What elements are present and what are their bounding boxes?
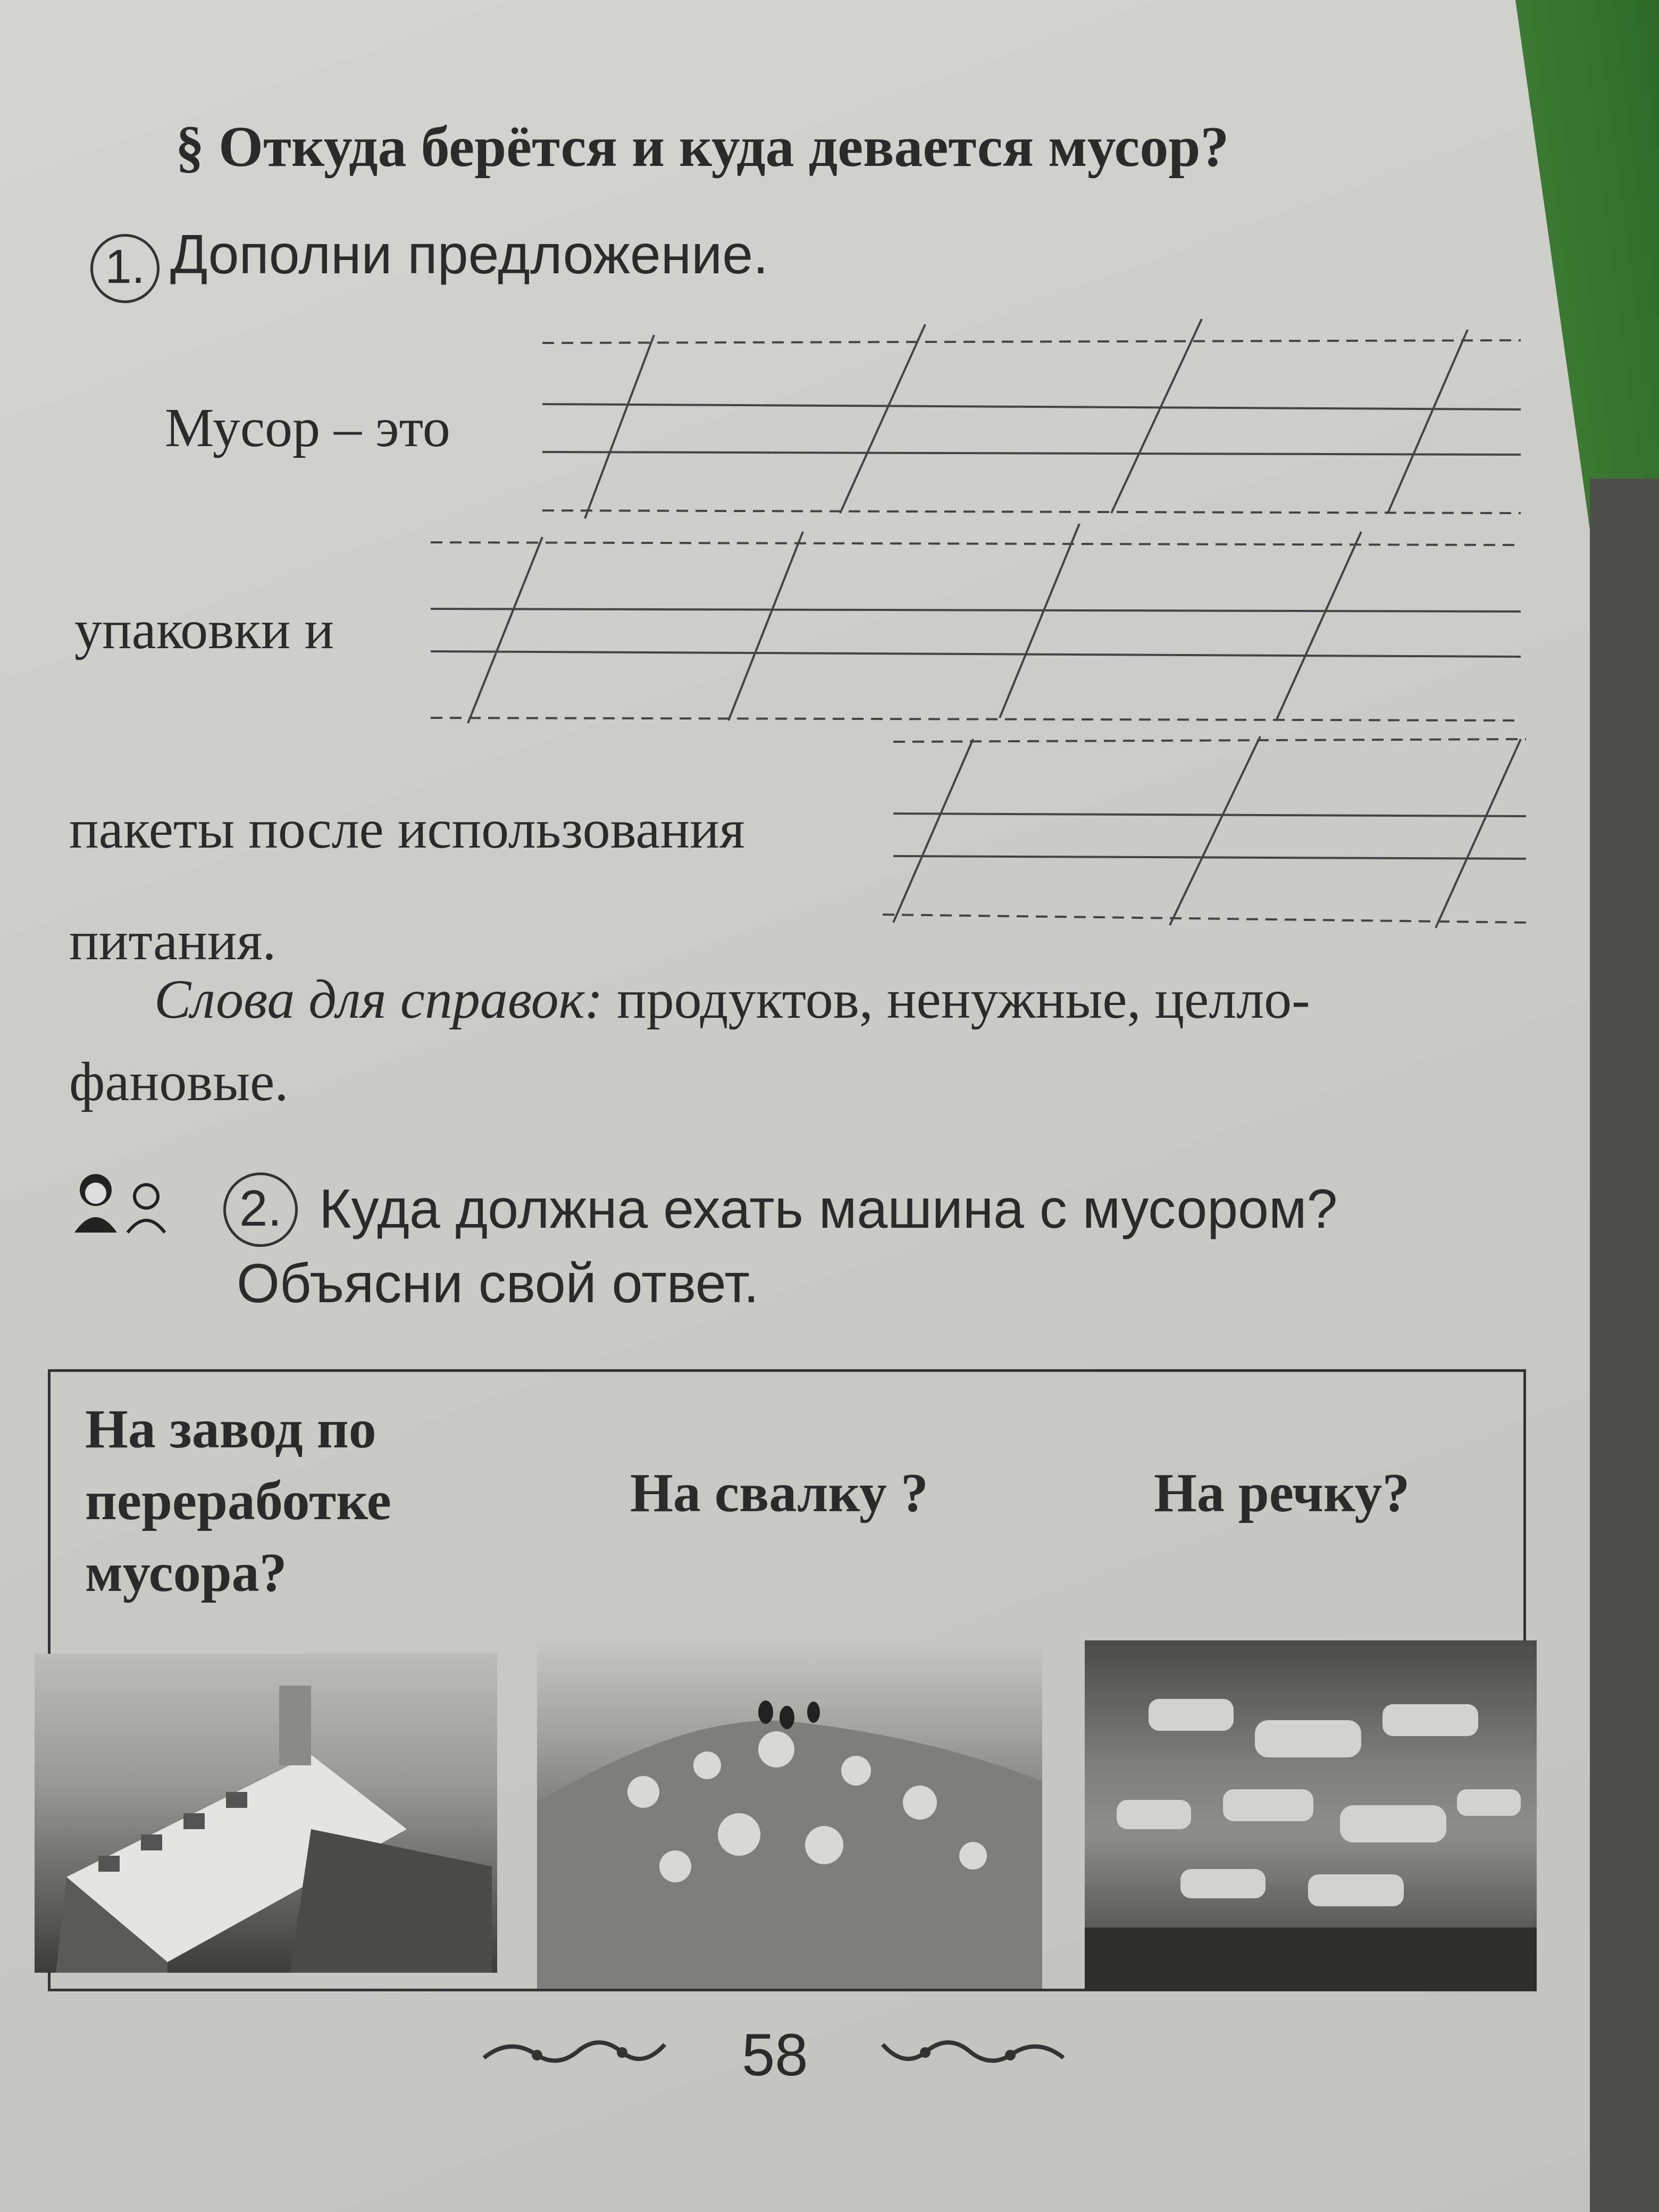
dashed-line <box>893 739 1526 742</box>
task-number-2: 2. <box>223 1172 298 1247</box>
writing-line <box>542 404 1521 409</box>
option-line: На завод по <box>85 1398 376 1460</box>
writing-line <box>431 651 1521 657</box>
ornament-left-icon <box>479 2031 670 2074</box>
slant-line <box>1111 319 1202 513</box>
writing-line <box>893 856 1526 859</box>
sentence-part-4: питания. <box>69 910 276 971</box>
slant-line <box>585 335 654 518</box>
option-recycling-plant <box>85 1393 391 1609</box>
hint-line <box>154 968 1310 1031</box>
sentence-part-1: Мусор – это <box>165 397 450 458</box>
task-number-1: 1. <box>90 234 160 303</box>
dashed-line <box>542 510 1521 513</box>
river-pollution-photo <box>1085 1640 1537 1991</box>
writing-line <box>542 452 1521 455</box>
option-line: мусора? <box>85 1542 287 1604</box>
hint-words: продуктов, ненужные, целло- <box>602 969 1310 1030</box>
recycling-plant-photo <box>35 1654 497 1973</box>
slant-line <box>468 537 542 723</box>
task1-instruction: Дополни предложение. <box>170 224 769 286</box>
slant-line <box>1170 736 1260 925</box>
slant-line <box>1000 524 1079 718</box>
writing-line <box>893 814 1526 816</box>
sentence-part-3: пакеты после использования <box>69 799 745 860</box>
ornament-right-icon <box>877 2031 1069 2074</box>
option-line: переработке <box>85 1470 391 1532</box>
section-heading: § Откуда берётся и куда девается мусор? <box>175 115 1229 179</box>
option-river: На речку? <box>1154 1462 1410 1523</box>
pair-work-icon <box>58 1170 175 1234</box>
dashed-line <box>542 340 1521 343</box>
hint-words-continued: фановые. <box>69 1051 289 1112</box>
slant-line <box>1436 739 1521 928</box>
task2-question-continued: Объясни свой ответ. <box>237 1253 759 1314</box>
sentence-part-2: упаковки и <box>74 599 334 660</box>
dashed-line <box>883 915 1526 923</box>
slant-line <box>893 739 973 923</box>
option-landfill: На свалку ? <box>630 1462 928 1523</box>
page-number: 58 <box>742 2022 808 2088</box>
slant-line <box>840 324 925 513</box>
slant-line <box>1388 330 1468 513</box>
hint-label: Слова для справок: <box>154 969 603 1030</box>
slant-line <box>1276 532 1361 720</box>
dashed-line <box>431 718 1521 720</box>
landfill-photo <box>537 1643 1042 1989</box>
task2-question: Куда должна ехать машина с мусором? <box>319 1178 1338 1240</box>
writing-line <box>431 609 1521 611</box>
slant-line <box>728 532 803 720</box>
